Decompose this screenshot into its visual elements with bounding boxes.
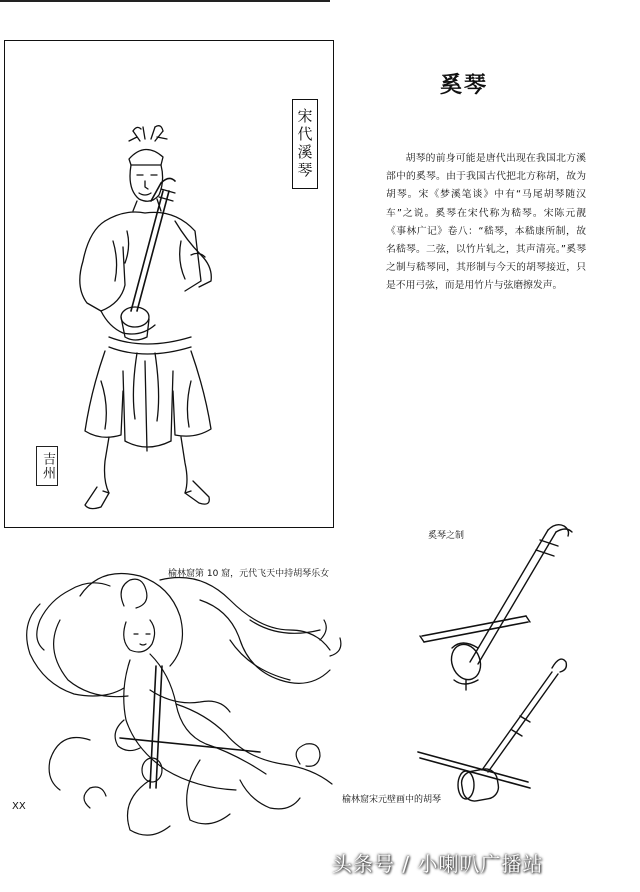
mural-huqin-label: 榆林窟宋元壁画中的胡琴	[342, 795, 442, 805]
flying-apsara-drawing	[27, 574, 341, 836]
instrument-diagram-label: 奚琴之制	[428, 531, 465, 541]
huqin-instrument-drawing	[418, 659, 566, 803]
artist-seal: 吉州	[36, 446, 58, 486]
article-title: 奚琴	[440, 73, 489, 98]
flying-apsara-label: 榆林窟第 10 窟，元代飞天中持胡琴乐女	[168, 569, 330, 579]
watermark: 头条号 / 小喇叭广播站	[332, 852, 544, 876]
xiqin-instrument-drawing	[420, 525, 572, 690]
article-body: 胡琴的前身可能是唐代出现在我国北方溪部中的奚琴。由于我国古代把北方称胡，故为胡琴。宋《梦溪笔谈》中有“马尾胡琴随汉车”之说。奚琴在宋代称为嵇琴。宋陈元靓《事林广记》卷八：“嵇琴，本嵇康所制，故名嵇琴。二弦，以竹片轧之，其声清亮。”奚琴之制与嵇琴同，其形制与今天的胡琴接近，只是不用弓弦，而是用竹片与弦磨擦发声。	[386, 153, 586, 292]
panel-caption: 宋代溪琴	[295, 108, 314, 180]
page-number: XX	[12, 801, 26, 812]
